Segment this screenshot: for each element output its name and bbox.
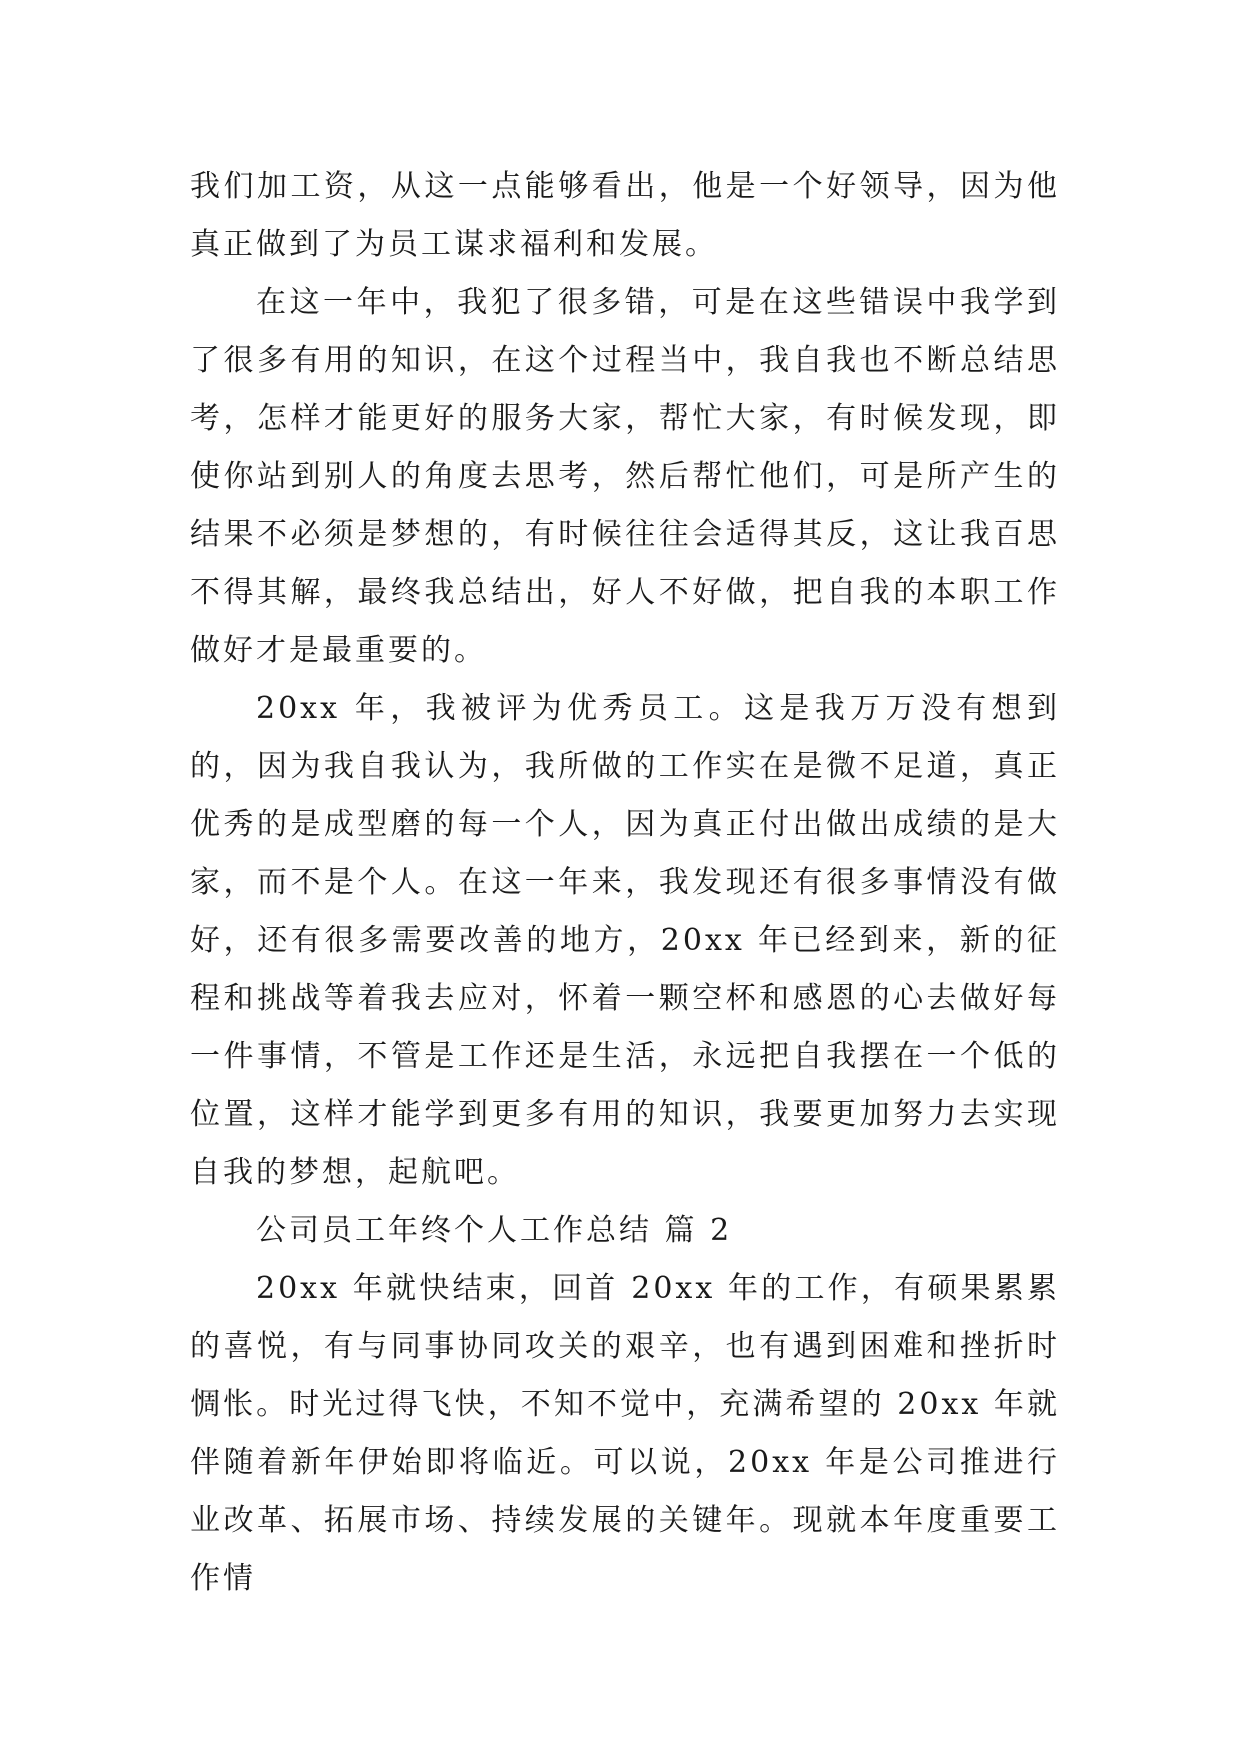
- paragraph-continuation: 我们加工资，从这一点能够看出，他是一个好领导，因为他真正做到了为员工谋求福利和发展。: [190, 169, 1060, 262]
- document-body: [190, 158, 1060, 1608]
- paragraph-outstanding-employee: 20xx 年，我被评为优秀员工。这是我万万没有想到的，因为我自我认为，我所做的工作实在是微不足道，真正优秀的是成型磨的每一个人，因为真正付出做出成绩的是大家，而不是个人。在这一年来，我发现还有很多事情没有做好，还有很多需要改善的地方，20xx 年已经到来，新的征程和挑战等着我去应对，怀着一颗空杯和感恩的心去做好每一件事情，不管是工作还是生活，永远把自我摆在一个低的位置，这样才能学到更多有用的知识，我要更加努力去实现自我的梦想，起航吧。: [190, 691, 1060, 1190]
- paragraph-mistakes: 在这一年中，我犯了很多错，可是在这些错误中我学到了很多有用的知识，在这个过程当中，我自我也不断总结思考，怎样才能更好的服务大家，帮忙大家，有时候发现，即使你站到别人的角度去思考，然后帮忙他们，可是所产生的结果不必须是梦想的，有时候往往会适得其反，这让我百思不得其解，最终我总结出，好人不好做，把自我的本职工作做好才是最重要的。: [190, 285, 1060, 668]
- section-heading: 公司员工年终个人工作总结 篇 2: [256, 1213, 733, 1248]
- paragraph-section-2-intro: 20xx 年就快结束，回首 20xx 年的工作，有硕果累累的喜悦，有与同事协同攻关的艰辛，也有遇到困难和挫折时惆怅。时光过得飞快，不知不觉中，充满希望的 20xx 年就伴随着新年伊始即将临近。可以说，20xx 年是公司推进行业改革、拓展市场、持续发展的关键年。现就本年度重要工作情: [190, 1271, 1060, 1596]
